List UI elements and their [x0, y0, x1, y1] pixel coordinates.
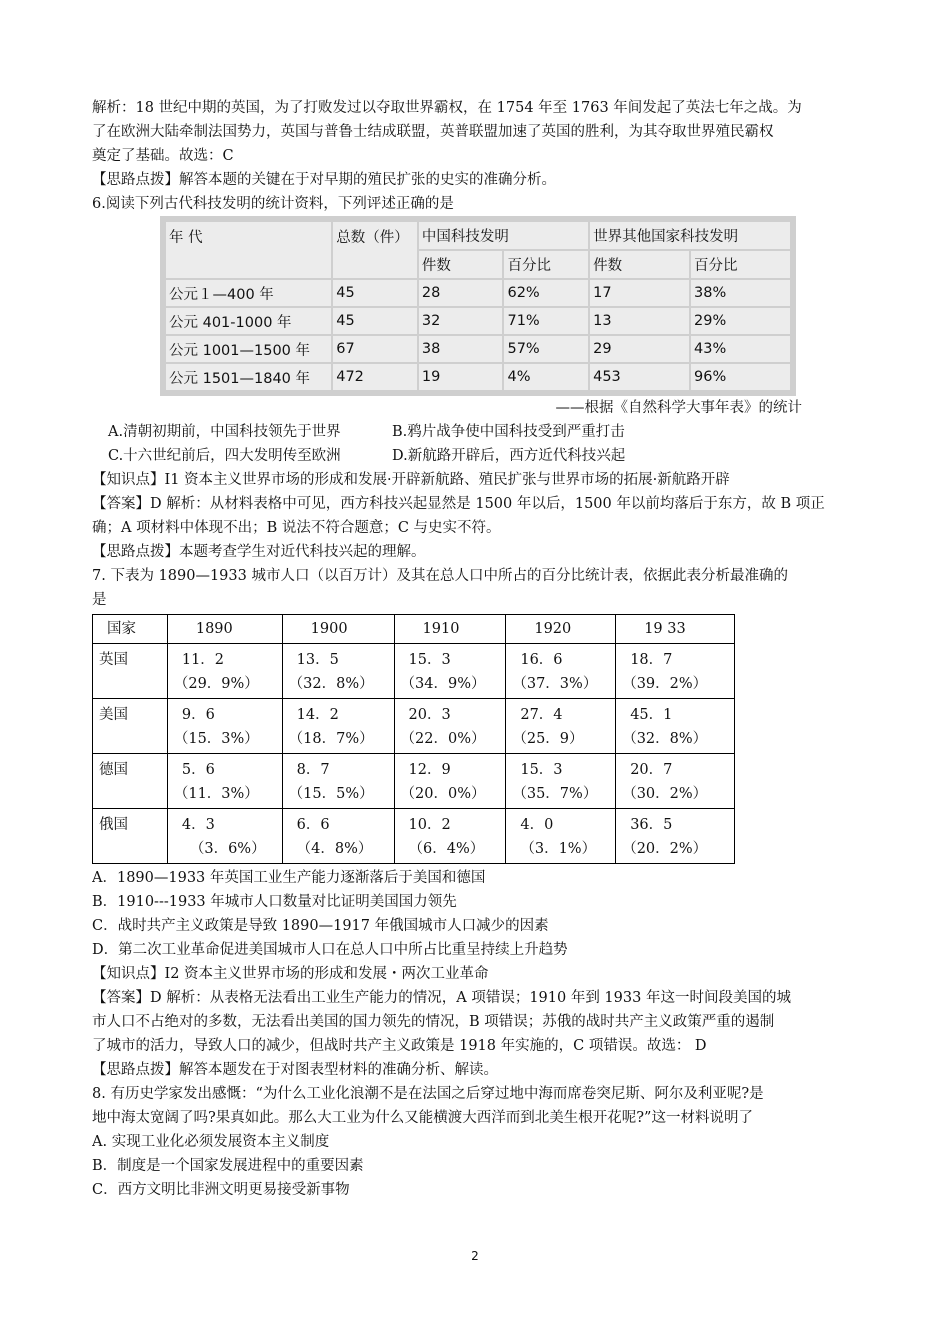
option-d: D.新航路开辟后，西方近代科技兴起: [392, 448, 626, 464]
table-cell: 公元１—400 年: [166, 280, 331, 306]
population-value: 36．5: [630, 817, 673, 833]
table-row: [93, 809, 735, 864]
header-count: 件数: [419, 251, 503, 278]
table-cell: 67: [333, 336, 417, 362]
header-year: 1910: [394, 615, 506, 644]
header-china: 中国科技发明: [419, 222, 588, 249]
country-name: 德国: [93, 754, 168, 809]
thinking-tip: 【思路点拨】解答本题发在于对图表型材料的准确分析、解读。: [92, 1062, 498, 1078]
header-year: 19 33: [616, 615, 735, 644]
population-value: 14．2: [296, 707, 339, 723]
population-value: 15．3: [408, 652, 451, 668]
population-value: 27．4: [520, 707, 563, 723]
table-cell: 13: [590, 308, 689, 334]
answer-line: 【答案】D 解析：从材料表格中可见，西方科技兴起显然是 1500 年以后，1500 年以前均落后于东方，故 B 项正: [92, 496, 825, 512]
answer-line: 市人口不占绝对的多数，无法看出美国的国力领先的情况，B 项错误；苏俄的战时共产主义政策严重的遏制: [92, 1014, 775, 1030]
table-cell: 17: [590, 280, 689, 306]
population-value: 45．1: [630, 707, 673, 723]
option-a: A．1890—1933 年英国工业生产能力逐渐落后于美国和德国: [92, 870, 486, 886]
population-value: 4．0: [520, 817, 554, 833]
table-cell: 38%: [691, 280, 790, 306]
option-b: B．1910---1933 年城市人口数量对比证明美国国力领先: [92, 894, 457, 910]
population-percent: （29．9%）: [173, 676, 259, 692]
header-count: 件数: [590, 251, 689, 278]
question-stem: 是: [92, 592, 107, 608]
question-stem: 8. 有历史学家发出感慨：“为什么工业化浪潮不是在法国之后穿过地中海而席卷突尼斯、阿尔及利亚呢?是: [92, 1086, 764, 1102]
population-percent: （22．0%）: [400, 731, 486, 747]
population-percent: （20．0%）: [400, 786, 486, 802]
table-cell: 4%: [504, 364, 588, 390]
option-c: C.十六世纪前后，四大发明传至欧洲: [108, 448, 341, 464]
previous-answer-analysis: [92, 96, 862, 192]
population-value: 12．9: [408, 762, 451, 778]
population-percent: （35．7%）: [512, 786, 598, 802]
population-value: 15．3: [520, 762, 563, 778]
header-year: 1920: [506, 615, 616, 644]
table-cell: 29: [590, 336, 689, 362]
population-value: 20．7: [630, 762, 673, 778]
population-percent: （39．2%）: [622, 676, 708, 692]
table-cell: 71%: [504, 308, 588, 334]
table-cell: 43%: [691, 336, 790, 362]
population-percent: （3．1%）: [520, 841, 597, 857]
options-row: [92, 444, 862, 468]
question-6: [92, 192, 862, 564]
table-cell: 96%: [691, 364, 790, 390]
table-source: ——根据《自然科学大事年表》的统计: [555, 400, 802, 416]
header-percent: 百分比: [691, 251, 790, 278]
option-c: C．战时共产主义政策是导致 1890—1917 年俄国城市人口减少的因素: [92, 918, 549, 934]
table-row: [166, 336, 790, 362]
table-cell: 19: [419, 364, 503, 390]
population-percent: （37．3%）: [512, 676, 598, 692]
population-value: 18．7: [630, 652, 673, 668]
population-percent: （25．9）: [512, 731, 584, 747]
options-row: [92, 420, 862, 444]
population-percent: （32．8%）: [288, 676, 374, 692]
country-name: 俄国: [93, 809, 168, 864]
population-percent: （32．8%）: [622, 731, 708, 747]
population-value: 8．7: [296, 762, 330, 778]
population-percent: （20．2%）: [622, 841, 708, 857]
table-cell: 公元 1501—1840 年: [166, 364, 331, 390]
answer-line: 了城市的活力，导致人口的减少，但战时共产主义政策是 1918 年实施的，C 项错误。故选： D: [92, 1038, 707, 1054]
table-row: [93, 644, 735, 699]
table-cell: 45: [333, 308, 417, 334]
question-stem: 7. 下表为 1890—1933 城市人口（以百万计）及其在总人口中所占的百分比统计表，依据此表分析最准确的: [92, 568, 788, 584]
population-percent: （34．9%）: [400, 676, 486, 692]
table-cell: 453: [590, 364, 689, 390]
text-line: 【思路点拨】解答本题的关键在于对早期的殖民扩张的史实的准确分析。: [92, 172, 556, 188]
table-row: [166, 364, 790, 390]
header-total: 总数（件）: [333, 222, 417, 278]
option-d: D．第二次工业革命促进美国城市人口在总人口中所占比重呈持续上升趋势: [92, 942, 568, 958]
population-percent: （30．2%）: [622, 786, 708, 802]
question-8: [92, 1082, 862, 1202]
tech-invention-table: [164, 220, 792, 392]
population-value: 11．2: [181, 652, 225, 668]
thinking-tip: 【思路点拨】本题考查学生对近代科技兴起的理解。: [92, 544, 426, 560]
table-row: [93, 699, 735, 754]
population-value: 6．6: [296, 817, 330, 833]
table-cell: 公元 1001—1500 年: [166, 336, 331, 362]
population-value: 20．3: [408, 707, 451, 723]
document-page: [92, 96, 862, 1202]
page-number: 2: [471, 1249, 479, 1263]
table-cell: 28: [419, 280, 503, 306]
option-c: C．西方文明比非洲文明更易接受新事物: [92, 1182, 350, 1198]
question-stem: 地中海太宽阔了吗?果真如此。那么大工业为什么又能横渡大西洋而到北美生根开花呢?”这一材料说明了: [92, 1110, 753, 1126]
header-year: 1890: [167, 615, 282, 644]
option-a: A. 实现工业化必须发展资本主义制度: [92, 1134, 330, 1150]
header-period: 年 代: [166, 222, 331, 278]
table-cell: 38: [419, 336, 503, 362]
header-year: 1900: [282, 615, 394, 644]
population-percent: （15．3%）: [173, 731, 259, 747]
population-value: 5．6: [181, 762, 215, 778]
text-line: 解析：18 世纪中期的英国，为了打败发过以夺取世界霸权，在 1754 年至 1763 年间发起了英法七年之战。为: [92, 100, 802, 116]
population-percent: （4．8%）: [296, 841, 373, 857]
table-row: [166, 308, 790, 334]
table-cell: 62%: [504, 280, 588, 306]
table-cell: 472: [333, 364, 417, 390]
population-percent: （6．4%）: [408, 841, 485, 857]
table-row: [93, 754, 735, 809]
population-percent: （15．5%）: [288, 786, 374, 802]
option-a: A.清朝初期前，中国科技领先于世界: [108, 424, 341, 440]
population-percent: （11．3%）: [173, 786, 259, 802]
knowledge-point: 【知识点】I1 资本主义世界市场的形成和发展·开辟新航路、殖民扩张与世界市场的拓展·新航路开辟: [92, 472, 730, 488]
option-b: B.鸦片战争使中国科技受到严重打击: [392, 424, 625, 440]
table-cell: 32: [419, 308, 503, 334]
tech-invention-table-frame: [160, 216, 796, 396]
table-cell: 45: [333, 280, 417, 306]
answer-line: 【答案】D 解析：从表格无法看出工业生产能力的情况，A 项错误；1910 年到 1933 年这一时间段美国的城: [92, 990, 791, 1006]
population-value: 13．5: [296, 652, 339, 668]
population-value: 4．3: [181, 817, 215, 833]
answer-line: 确；A 项材料中体现不出；B 说法不符合题意；C 与史实不符。: [92, 520, 501, 536]
population-value: 9．6: [181, 707, 215, 723]
header-country: 国家: [93, 615, 168, 644]
header-world: 世界其他国家科技发明: [590, 222, 790, 249]
header-percent: 百分比: [504, 251, 588, 278]
urban-population-table: [92, 614, 735, 864]
population-percent: （18．7%）: [288, 731, 374, 747]
table-header-row: [93, 615, 735, 644]
population-percent: （3．6%）: [189, 841, 266, 857]
population-value: 16．6: [520, 652, 563, 668]
country-name: 美国: [93, 699, 168, 754]
table-cell: 公元 401-1000 年: [166, 308, 331, 334]
text-line: 奠定了基础。故选：C: [92, 148, 234, 164]
question-7: [92, 564, 862, 1082]
population-value: 10．2: [408, 817, 451, 833]
country-name: 英国: [93, 644, 168, 699]
table-cell: 29%: [691, 308, 790, 334]
table-cell: 57%: [504, 336, 588, 362]
question-stem: 6.阅读下列古代科技发明的统计资料，下列评述正确的是: [92, 196, 454, 212]
option-b: B．制度是一个国家发展进程中的重要因素: [92, 1158, 364, 1174]
text-line: 了在欧洲大陆牵制法国势力，英国与普鲁士结成联盟，英普联盟加速了英国的胜利，为其夺取世界殖民霸权: [92, 124, 774, 140]
knowledge-point: 【知识点】I2 资本主义世界市场的形成和发展・两次工业革命: [92, 966, 489, 982]
table-row: [166, 280, 790, 306]
